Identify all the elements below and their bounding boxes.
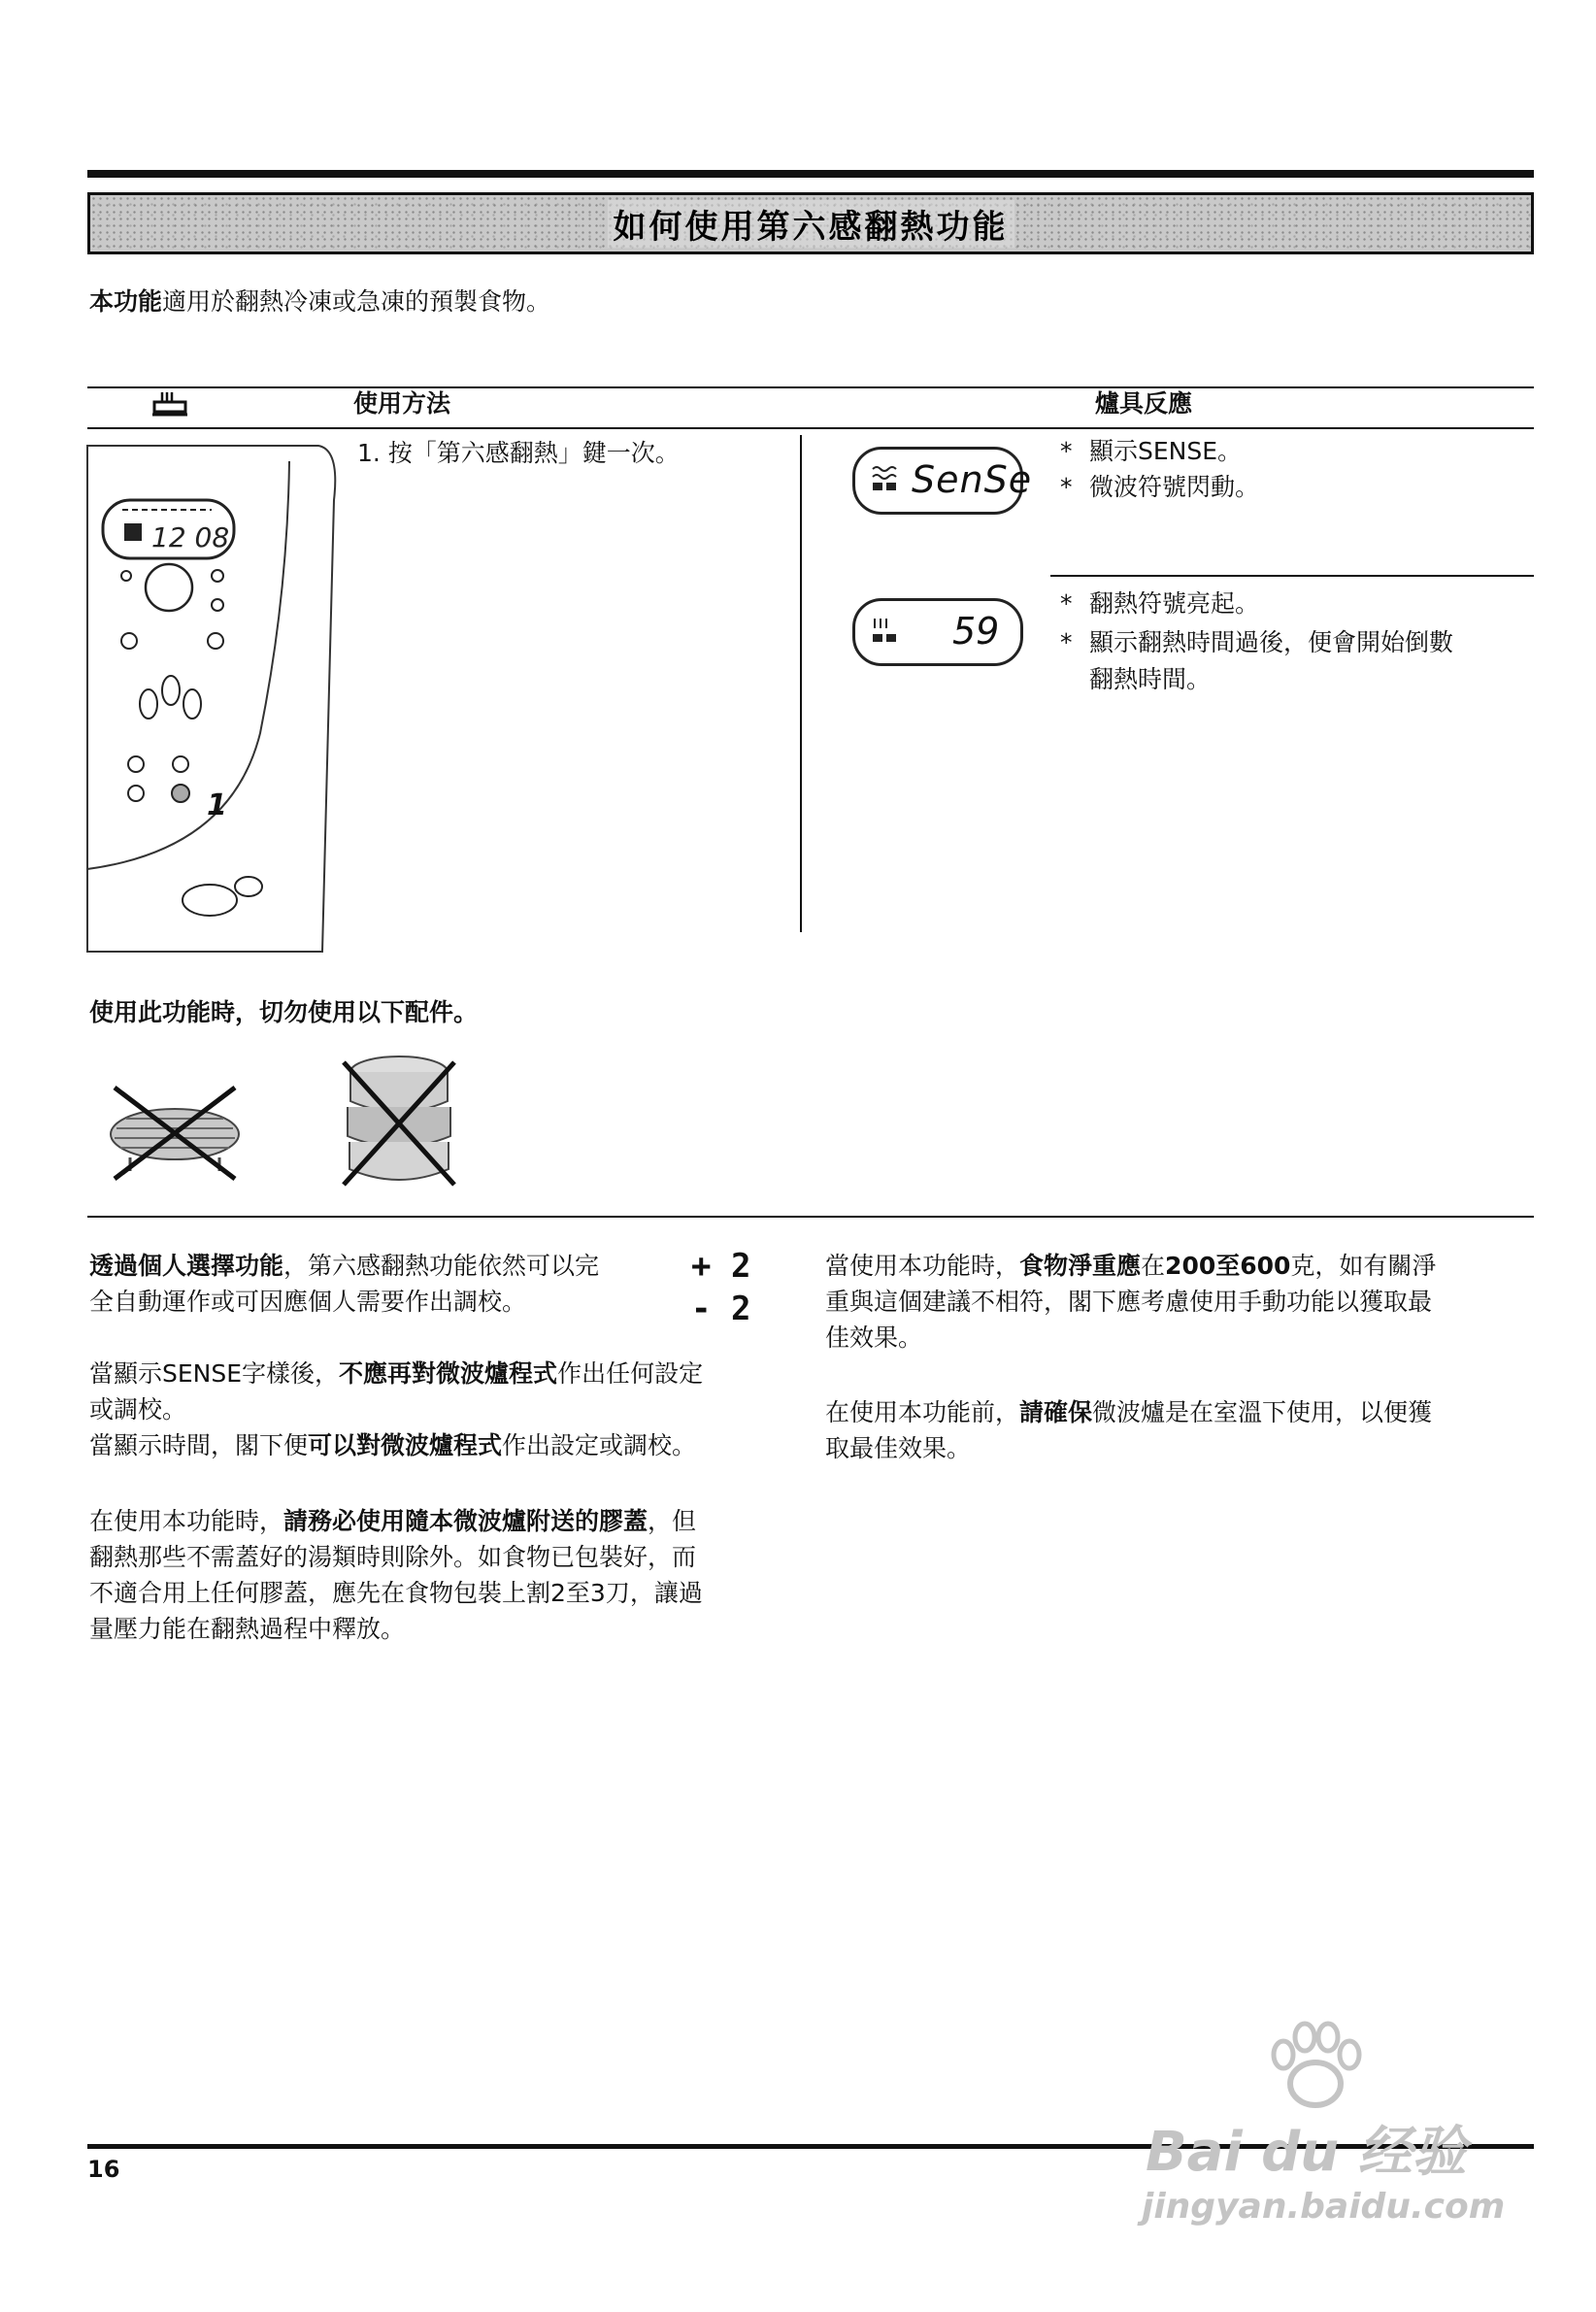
personal-choice-line-1: 透過個人選擇功能，第六感翻熱功能依然可以完	[89, 1252, 600, 1280]
column-header-method: 使用方法	[353, 389, 451, 418]
page-title: 如何使用第六感翻熱功能	[608, 200, 1014, 248]
room-temp-note-line-1: 在使用本功能前，請確保微波爐是在室溫下使用，以便獲	[825, 1398, 1433, 1426]
accessory-warning: 使用此功能時，切勿使用以下配件。	[89, 998, 479, 1026]
title-band	[87, 192, 1534, 254]
intro-bold: 本功能	[89, 287, 163, 316]
control-panel-illustration	[85, 442, 338, 958]
weight-note-line-1: 當使用本功能時，食物淨重應在200至600克，如有關淨	[825, 1252, 1437, 1280]
adjust-minus: - 2	[691, 1290, 751, 1328]
page-number: 16	[87, 2156, 120, 2183]
lcd-display-time	[852, 598, 1023, 666]
intro-rest: 適用於翻熱冷凍或急凍的預製食物。	[162, 287, 551, 316]
sense-note-line-1: 當顯示SENSE字樣後，不應再對微波爐程式作出任何設定	[89, 1359, 704, 1388]
top-rule	[87, 170, 1534, 178]
step-1-text: 1. 按「第六感翻熱」鍵一次。	[357, 439, 680, 467]
room-temp-note-line-2: 取最佳效果。	[825, 1434, 972, 1462]
intro-text	[89, 284, 550, 319]
sense-note-line-2: 或調校。	[89, 1395, 187, 1424]
response-line-3: * 翻熱符號亮起。	[1060, 589, 1260, 618]
lcd-display-sense	[852, 447, 1033, 515]
watermark-brand: Bai du 经验	[1146, 2121, 1467, 2184]
lcd-time-text: 59	[952, 610, 1000, 653]
table-top-rule	[87, 386, 1534, 388]
response-line-4: * 顯示翻熱時間過後，便會開始倒數	[1060, 628, 1454, 656]
response-separator	[1050, 575, 1534, 577]
column-divider	[800, 435, 802, 932]
sense-note-line-3: 當顯示時間，閣下便可以對微波爐程式作出設定或調校。	[89, 1431, 697, 1459]
cover-note-line-2: 翻熱那些不需蓋好的湯類時則除外。如食物已包裝好，而	[89, 1543, 697, 1571]
adjust-plus: + 2	[691, 1247, 751, 1286]
response-line-2: * 微波符號閃動。	[1060, 473, 1260, 501]
wire-rack-crossed-image	[97, 1078, 252, 1185]
microwave-waves-icon	[869, 463, 900, 496]
cover-note-line-1: 在使用本功能時，請務必使用隨本微波爐附送的膠蓋，但	[89, 1507, 697, 1535]
panel-display-text: 12 08	[151, 521, 230, 553]
weight-note-line-3: 佳效果。	[825, 1324, 923, 1352]
response-line-1: * 顯示SENSE。	[1060, 437, 1243, 465]
table-header-rule	[87, 427, 1534, 429]
lcd-sense-text: SenSe	[912, 458, 1033, 501]
reheat-icon	[869, 615, 900, 648]
middle-rule	[87, 1216, 1534, 1218]
steamer-crossed-image	[336, 1049, 462, 1194]
watermark-url: jingyan.baidu.com	[1142, 2187, 1506, 2227]
column-header-response: 爐具反應	[1095, 389, 1193, 418]
oven-icon	[150, 388, 189, 418]
step-marker: 1	[207, 788, 227, 822]
baidu-paw-icon	[1262, 2020, 1369, 2117]
cover-note-line-3: 不適合用上任何膠蓋，應先在食物包裝上割2至3刀，讓過	[89, 1579, 703, 1607]
response-line-5: 翻熱時間。	[1089, 665, 1212, 693]
cover-note-line-4: 量壓力能在翻熱過程中釋放。	[89, 1615, 406, 1643]
weight-note-line-2: 重與這個建議不相符，閣下應考慮使用手動功能以獲取最	[825, 1288, 1433, 1316]
personal-choice-line-2: 全自動運作或可因應個人需要作出調校。	[89, 1288, 527, 1316]
